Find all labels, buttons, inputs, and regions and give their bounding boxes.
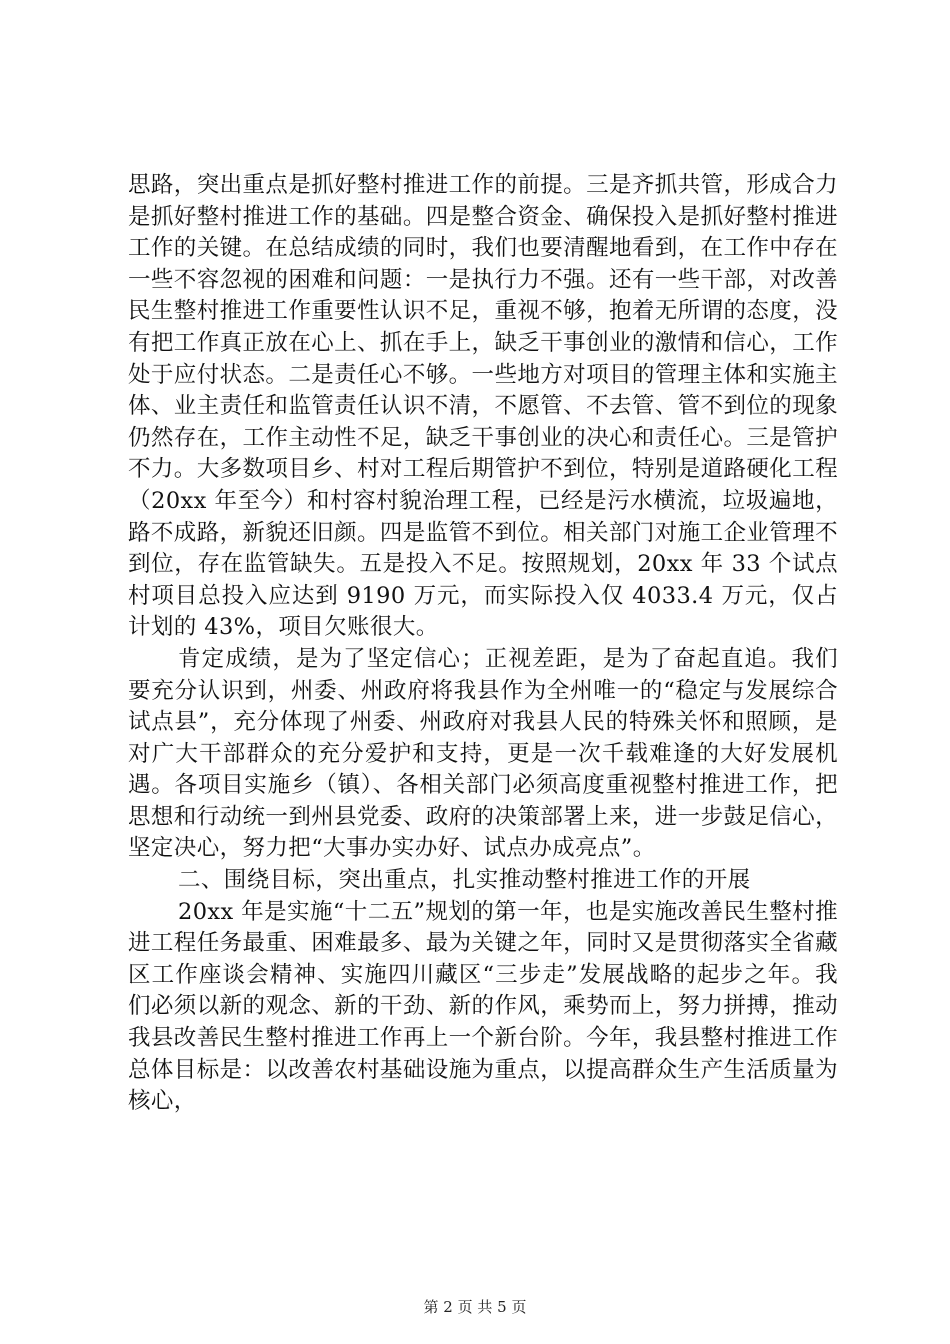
page-footer: 第 2 页 共 5 页 bbox=[423, 1298, 527, 1316]
document-body bbox=[128, 170, 838, 1118]
paragraph-continuation: 思路，突出重点是抓好整村推进工作的前提。三是齐抓共管，形成合力是抓好整村推进工作的基础。四是整合资金、确保投入是抓好整村推进工作的关键。在总结成绩的同时，我们也要清醒地看到，在工作中存在一些不容忽视的困难和问题：一是执行力不强。还有一些干部，对改善民生整村推进工作重要性认识不足，重视不够，抱着无所谓的态度，没有把工作真正放在心上、抓在手上，缺乏干事创业的激情和信心，工作处于应付状态。二是责任心不够。一些地方对项目的管理主体和实施主体、业主责任和监管责任认识不清，不愿管、不去管、管不到位的现象仍然存在，工作主动性不足，缺乏干事创业的决心和责任心。三是管护不力。大多数项目乡、村对工程后期管护不到位，特别是道路硬化工程（20xx 年至今）和村容村貌治理工程，已经是污水横流，垃圾遍地，路不成路，新貌还旧颜。四是监管不到位。相关部门对施工企业管理不到位，存在监管缺失。五是投入不足。按照规划，20xx 年 33 个试点村项目总投入应达到 9190 万元，而实际投入仅 4033.4 万元，仅占计划的 43%，项目欠账很大。 bbox=[128, 172, 838, 641]
section-heading-two: 二、围绕目标，突出重点，扎实推动整村推进工作的开展 bbox=[178, 867, 751, 894]
paragraph-affirm-achievements: 肯定成绩，是为了坚定信心；正视差距，是为了奋起直追。我们要充分认识到，州委、州政府将我县作为全州唯一的“稳定与发展综合试点县”，充分体现了州委、州政府对我县人民的特殊关怀和照顾，是对广大干部群众的充分爱护和支持，更是一次千载难逢的大好发展机遇。各项目实施乡（镇）、各相关部门必须高度重视整村推进工作，把思想和行动统一到州县党委、政府的决策部署上来，进一步鼓足信心，坚定决心，努力把“大事办实办好、试点办成亮点”。 bbox=[128, 645, 838, 862]
paragraph-annual-goals: 20xx 年是实施“十二五”规划的第一年，也是实施改善民生整村推进工程任务最重、困难最多、最为关键之年，同时又是贯彻落实全省藏区工作座谈会精神、实施四川藏区“三步走”发展战略的起步之年。我们必须以新的观念、新的干劲、新的作风，乘势而上，努力拼搏，推动我县改善民生整村推进工作再上一个新台阶。今年，我县整村推进工作总体目标是：以改善农村基础设施为重点，以提高群众生产生活质量为核心， bbox=[128, 898, 838, 1115]
